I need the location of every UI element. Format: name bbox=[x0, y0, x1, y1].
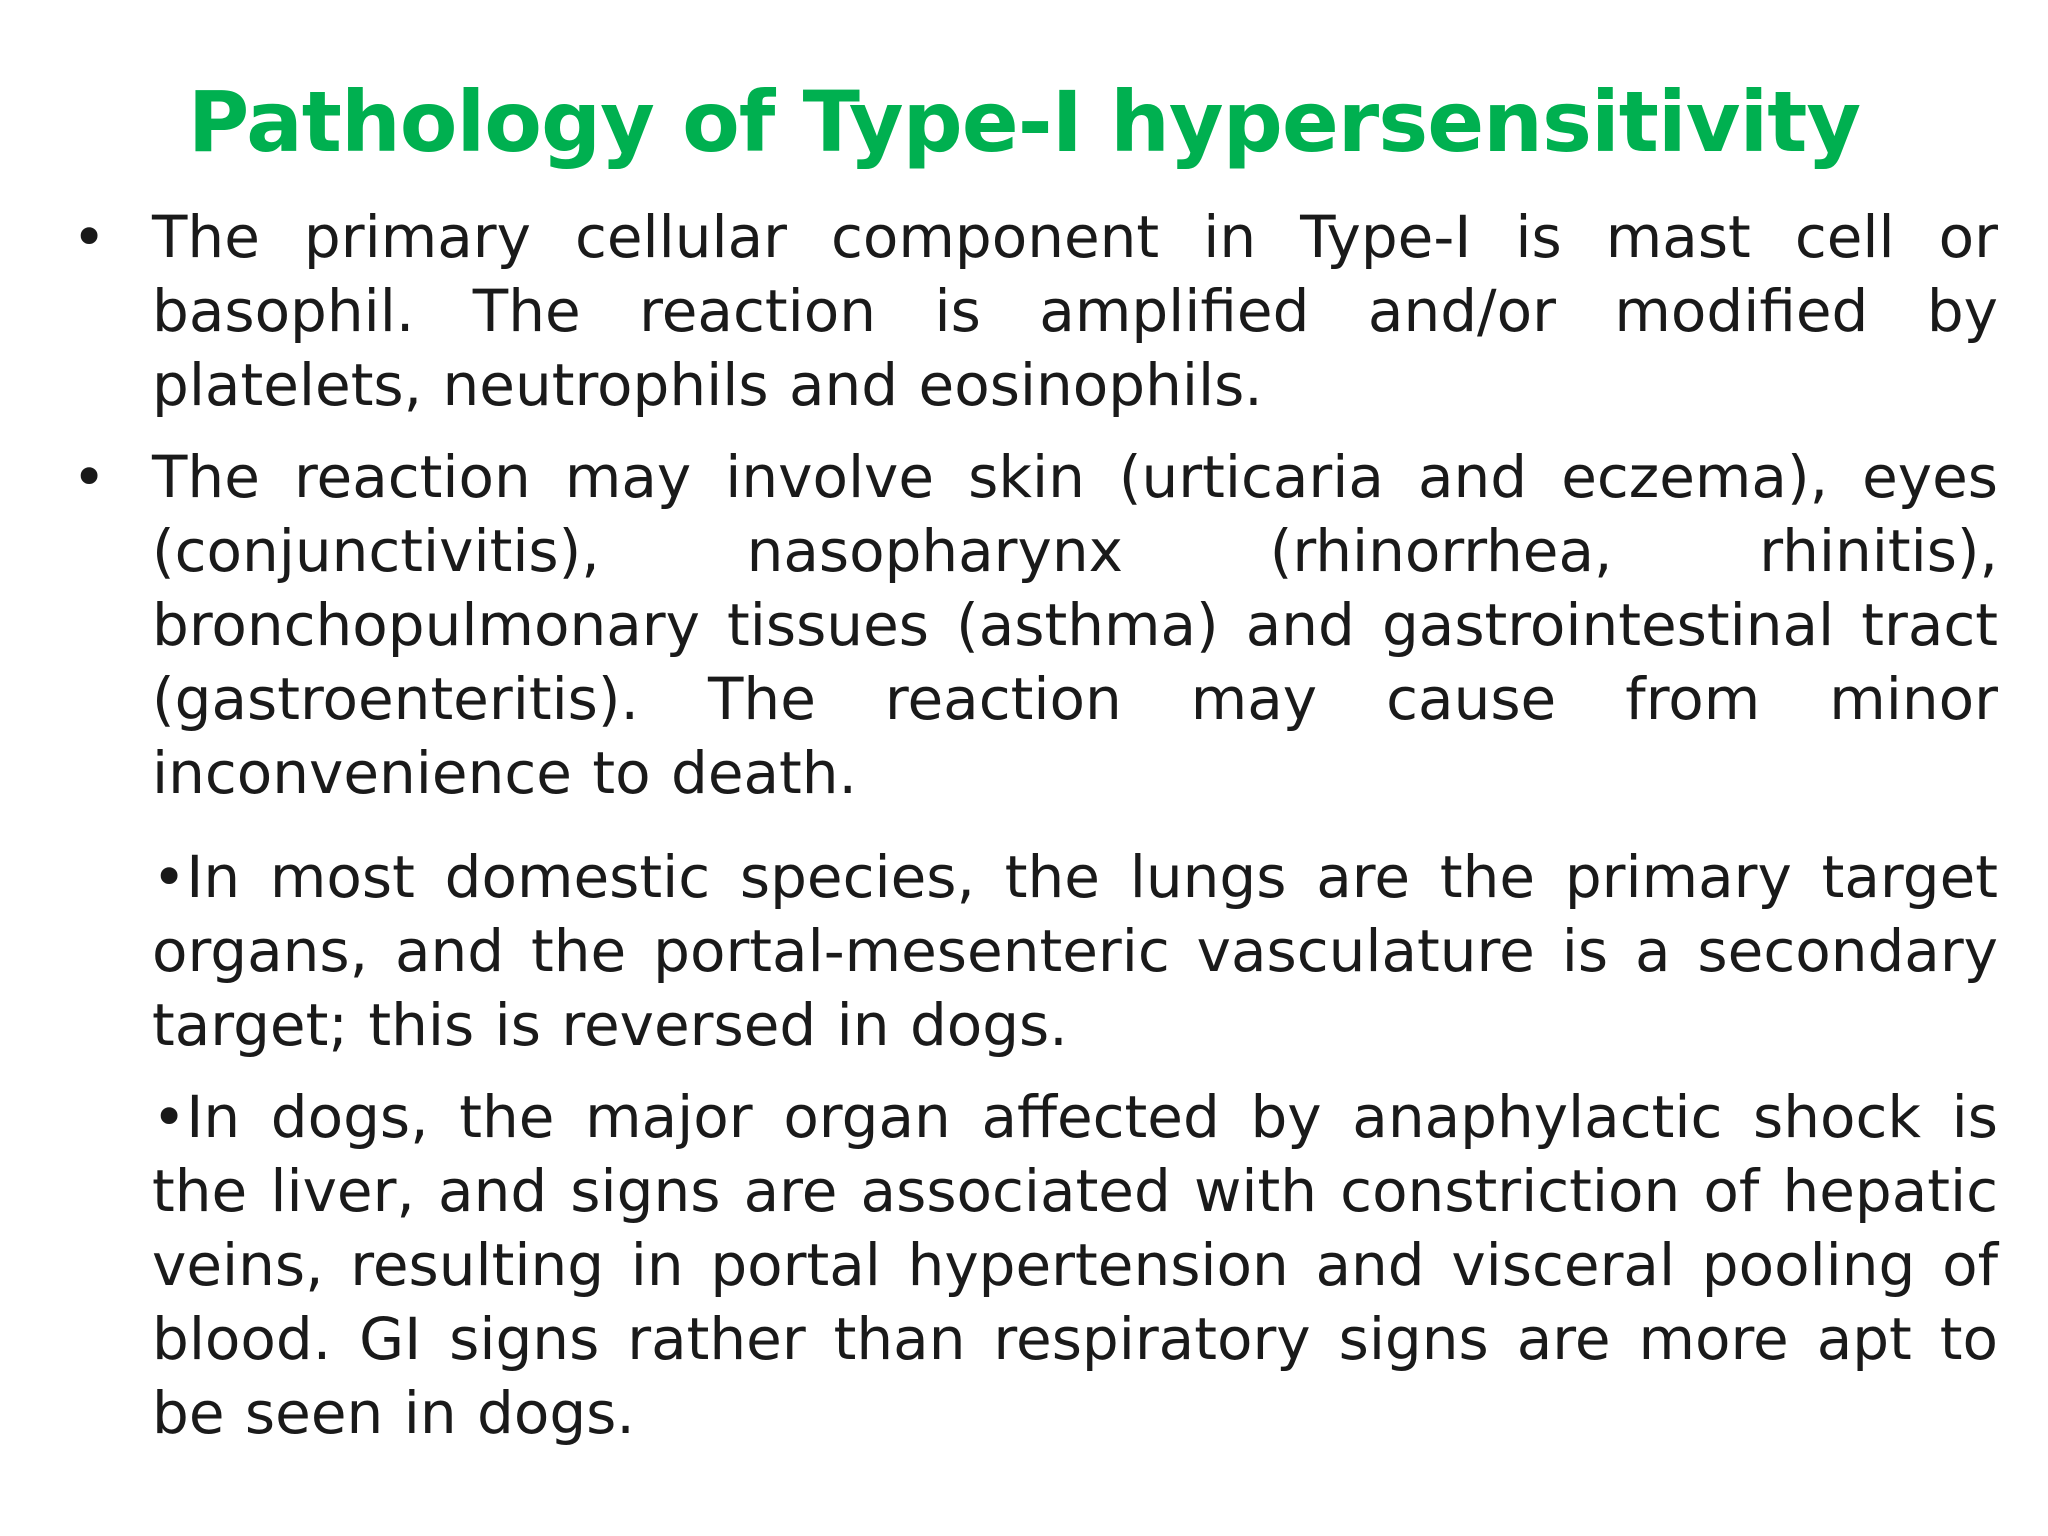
paragraph-2: The reaction may involve skin (urticaria and eczema), eyes (conjunctivitis), nasopharynx (rhinorrhea, rhinitis), bronchopulmonary tissues (asthma) and gastrointestinal tract (gastroenteritis). The reaction may cause from minor inconvenience to death. bbox=[152, 443, 1998, 807]
bullet-marker-1: • bbox=[72, 203, 107, 271]
slide-title: Pathology of Type-I hypersensitivity bbox=[187, 73, 1861, 171]
paragraph-1: The primary cellular component in Type-I is mast cell or basophil. The reaction is amplified and/or modified by platelets, neutrophils and eosinophils. bbox=[152, 203, 1998, 419]
paragraph-3: •In most domestic species, the lungs are the primary target organs, and the portal-mesenteric vasculature is a secondary target; this is reversed in dogs. bbox=[152, 843, 1998, 1059]
bullet-marker-2: • bbox=[72, 443, 107, 511]
paragraph-4: •In dogs, the major organ affected by anaphylactic shock is the liver, and signs are associated with constriction of hepatic veins, resulting in portal hypertension and visceral pooling of blood. GI signs rather than respiratory signs are more apt to be seen in dogs. bbox=[152, 1083, 1998, 1447]
